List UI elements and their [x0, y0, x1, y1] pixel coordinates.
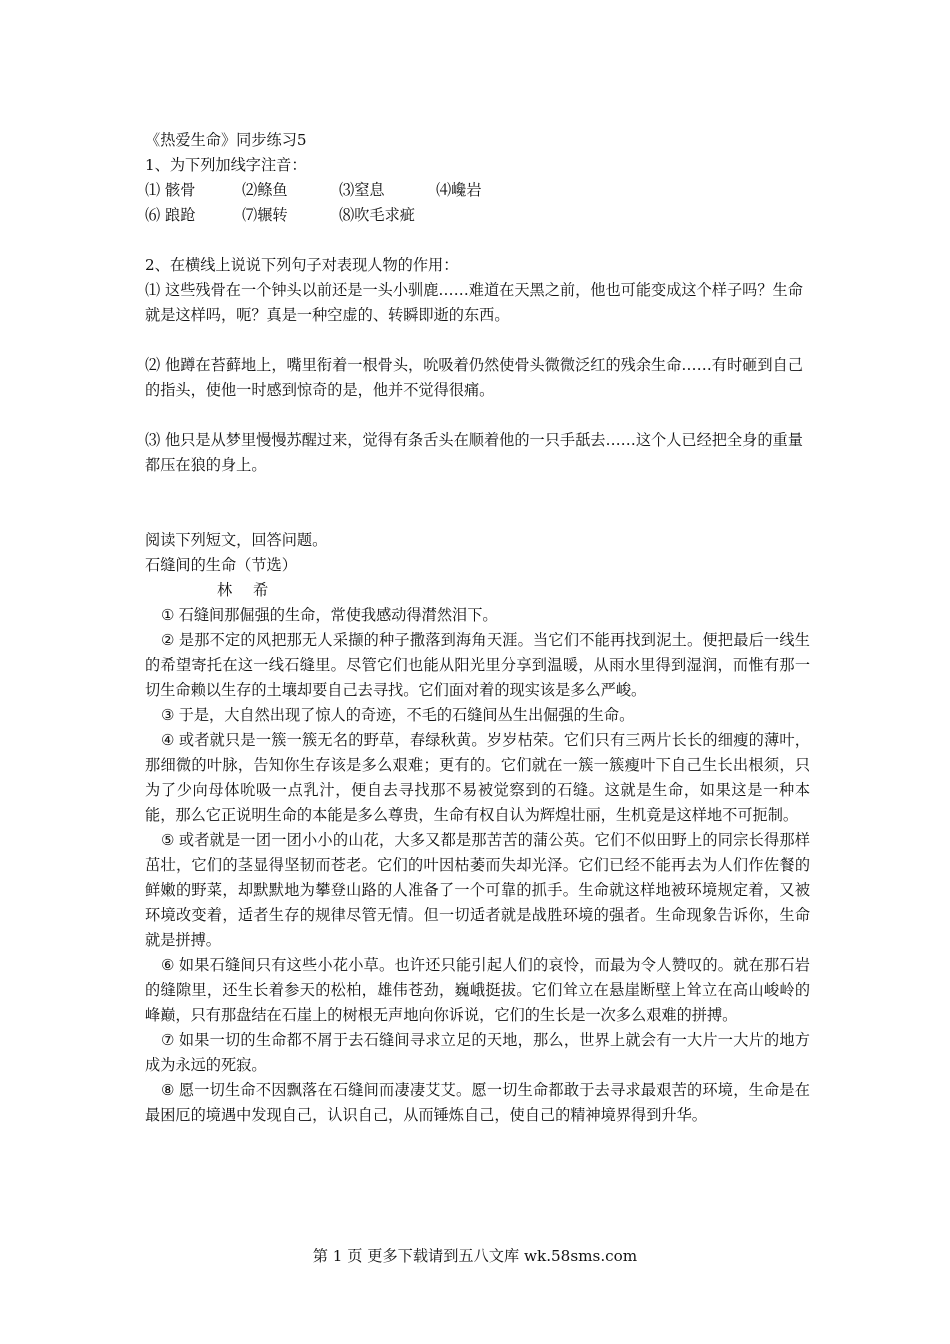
- paragraph-text: 是那不定的风把那无人采撷的种子撒落到海角天涯。当它们不能再找到泥土。便把最后一线生的希望寄托在这一线石缝里。尽管它们也能从阳光里分享到温暖，从雨水里得到湿润，而惟有那一切生命赖以生存的土壤却要自己去寻找。它们面对着的现实该是多么严峻。: [145, 631, 810, 699]
- page-footer: 第 1 页 更多下载请到五八文库 wk.58sms.com: [312, 1247, 638, 1265]
- author-name: 林 希: [217, 581, 277, 599]
- vocab-row-2: [145, 203, 810, 228]
- paragraph-text: 如果一切的生命都不屑于去石缝间寻求立足的天地，那么，世界上就会有一大片一大片的地方成为永远的死寂。: [145, 1031, 810, 1074]
- document-body: [145, 128, 810, 1128]
- paragraph-text: 如果石缝间只有这些小花小草。也许还只能引起人们的哀怜，而最为令人赞叹的。就在那石岩的缝隙里，还生长着参天的松柏，雄伟苍劲，巍峨挺拔。它们耸立在悬崖断壁上耸立在高山峻岭的峰巅，只有那盘结在石崖上的树根无声地向你诉说，它们的生长是一次多么艰难的拼搏。: [145, 956, 810, 1024]
- paragraph-number: ⑤: [161, 831, 175, 849]
- document-title: 《热爱生命》同步练习5: [145, 131, 307, 149]
- vocab-row-1: [145, 178, 810, 203]
- reading-paragraph: [145, 828, 810, 953]
- vocab-item: ⑻吹毛求疵: [339, 206, 415, 224]
- paragraph-number: ①: [161, 606, 175, 624]
- reading-author: [145, 578, 810, 603]
- reading-paragraph: [145, 603, 810, 628]
- question-1-prompt: 1、为下列加线字注音：: [145, 156, 307, 174]
- reading-paragraph: [145, 703, 810, 728]
- question-2-sentence-1: ⑴ 这些残骨在一个钟头以前还是一头小驯鹿……难道在天黑之前，他也可能变成这个样子吗？生命就是这样吗，呃？真是一种空虚的、转瞬即逝的东西。: [145, 281, 803, 324]
- paragraph-text: 或者就是一团一团小小的山花，大多又都是那苦苦的蒲公英。它们不似田野上的同宗长得那样茁壮，它们的茎显得坚韧而苍老。它们的叶因枯萎而失却光泽。它们已经不能再去为人们作佐餐的鲜嫩的野菜，却默默地为攀登山路的人准备了一个可靠的抓手。生命就这样地被环境规定着，又被环境改变着，适者生存的规律尽管无情。但一切适者就是战胜环境的强者。生命现象告诉你，生命就是拼搏。: [145, 831, 810, 949]
- paragraph-number: ⑦: [161, 1031, 175, 1049]
- reading-intro: 阅读下列短文，回答问题。: [145, 531, 328, 549]
- vocab-item: ⑹ 踉跄: [145, 206, 196, 224]
- vocab-item: ⑷巉岩: [436, 181, 482, 199]
- vocab-item: ⑺辗转: [242, 206, 288, 224]
- paragraph-text: 愿一切生命不因飘落在石缝间而凄凄艾艾。愿一切生命都敢于去寻求最艰苦的环境，生命是在最困厄的境遇中发现自己，认识自己，从而锤炼自己，使自己的精神境界得到升华。: [145, 1081, 810, 1124]
- question-2-sentence-2: ⑵ 他蹲在苔藓地上，嘴里衔着一根骨头，吮吸着仍然使骨头微微泛红的残余生命……有时砸到自己的指头，使他一时感到惊奇的是，他并不觉得很痛。: [145, 356, 803, 399]
- paragraph-number: ②: [161, 631, 175, 649]
- reading-paragraph: [145, 1078, 810, 1128]
- paragraph-number: ③: [161, 706, 175, 724]
- paragraph-text: 于是，大自然出现了惊人的奇迹，不毛的石缝间丛生出倔强的生命。: [178, 706, 635, 724]
- vocab-item: ⑵鲦鱼: [242, 181, 288, 199]
- reading-paragraph: [145, 953, 810, 1028]
- paragraph-number: ④: [161, 731, 175, 749]
- paragraph-number: ⑧: [161, 1081, 175, 1099]
- paragraph-text: 或者就只是一簇一簇无名的野草，春绿秋黄。岁岁枯荣。它们只有三两片长长的细瘦的薄叶，那细微的叶脉，告知你生存该是多么艰难；更有的。它们就在一簇一簇瘦叶下自己生长出根须，只为了少向母体吮吸一点乳汁，便自去寻找那不易被觉察到的石缝。这就是生命，如果这是一种本能，那么它正说明生命的本能是多么尊贵，生命有权自认为辉煌壮丽，生机竟是这样地不可扼制。: [145, 731, 810, 824]
- reading-paragraph: [145, 1028, 810, 1078]
- paragraph-text: 石缝间那倔强的生命，常使我感动得潸然泪下。: [178, 606, 498, 624]
- reading-paragraph: [145, 628, 810, 703]
- paragraph-number: ⑥: [161, 956, 175, 974]
- reading-paragraph: [145, 728, 810, 828]
- vocab-item: ⑶窒息: [339, 181, 385, 199]
- reading-title: 石缝间的生命（节选）: [145, 556, 297, 574]
- question-2-sentence-3: ⑶ 他只是从梦里慢慢苏醒过来，觉得有条舌头在顺着他的一只手舐去……这个人已经把全身的重量都压在狼的身上。: [145, 431, 803, 474]
- vocab-item: ⑴ 骸骨: [145, 181, 196, 199]
- question-2-prompt: 2、在横线上说说下列句子对表现人物的作用：: [145, 256, 459, 274]
